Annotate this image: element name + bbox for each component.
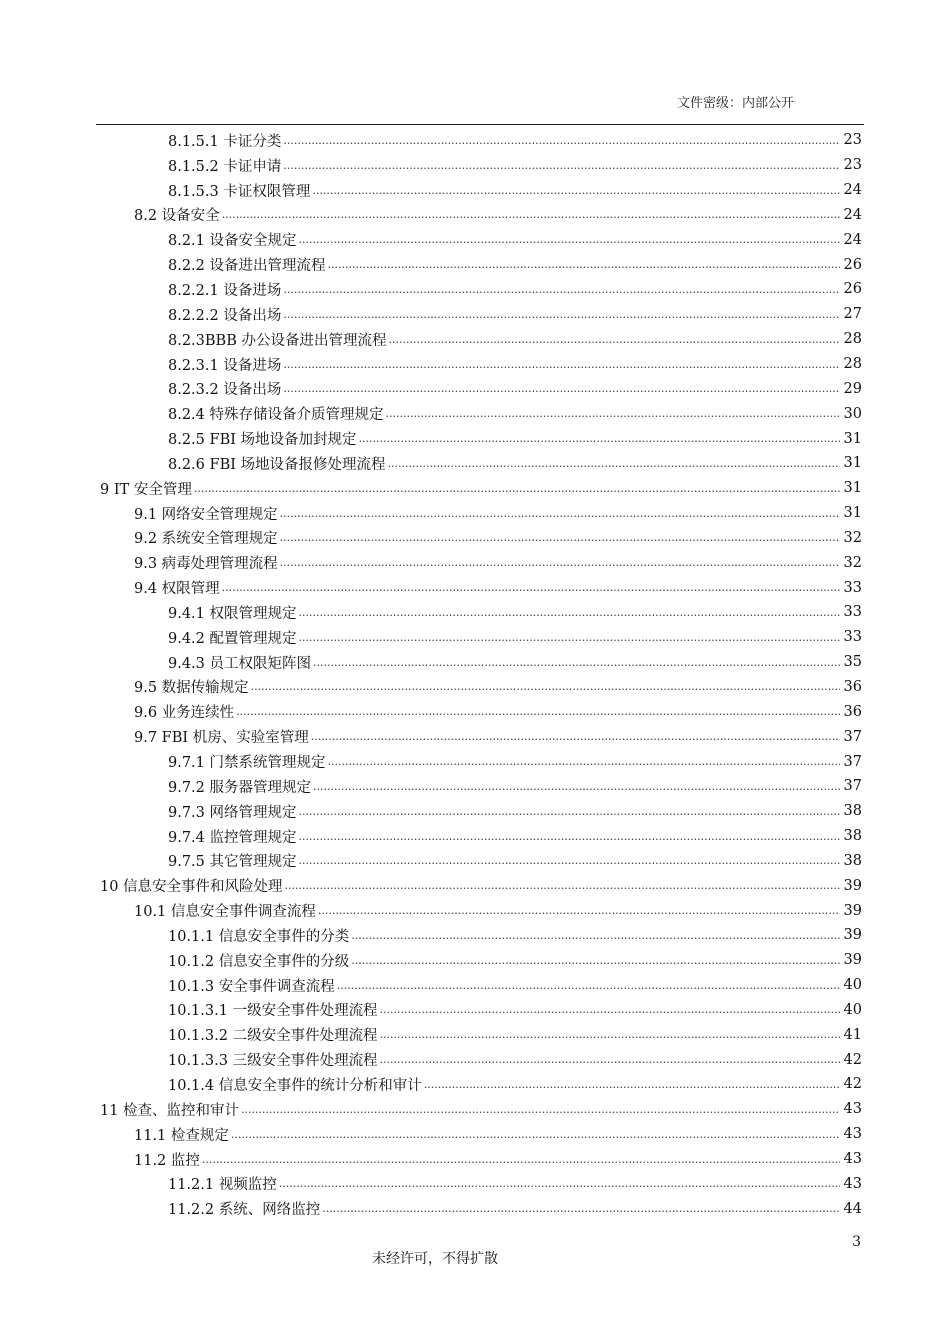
toc-entry[interactable] [100, 600, 862, 625]
toc-entry[interactable] [100, 501, 862, 526]
toc-dot-leader [322, 1203, 839, 1214]
toc-dot-leader [337, 980, 840, 991]
toc-entry-title[interactable]: 8.2 设备安全 [134, 208, 220, 225]
toc-entry-title[interactable]: 9.7.2 服务器管理规定 [168, 779, 312, 796]
toc-dot-leader [388, 334, 839, 345]
toc-entry-title[interactable]: 10 信息安全事件和风险处理 [100, 879, 283, 896]
toc-entry[interactable] [100, 873, 862, 898]
toc-dot-leader [202, 1154, 840, 1165]
toc-entry[interactable] [100, 998, 862, 1023]
toc-dot-leader [280, 557, 840, 568]
document-classification: 文件密级：内部公开 [676, 96, 794, 111]
toc-entry-title[interactable]: 10.1 信息安全事件调查流程 [134, 904, 316, 921]
toc-entry-page[interactable]: 35 [843, 654, 862, 671]
toc-entry-title[interactable]: 9.4 权限管理 [134, 581, 220, 598]
toc-entry[interactable] [100, 699, 862, 724]
toc-entry-title[interactable]: 9.1 网络安全管理规定 [134, 506, 278, 523]
toc-entry-page[interactable]: 26 [843, 256, 862, 273]
toc-dot-leader [388, 458, 840, 469]
toc-entry-page[interactable]: 40 [843, 1001, 862, 1018]
toc-entry-page[interactable]: 32 [843, 529, 862, 546]
toc-dot-leader [194, 483, 840, 494]
toc-entry-title[interactable]: 9 IT 安全管理 [100, 481, 192, 498]
toc-entry-page[interactable]: 31 [843, 455, 862, 472]
toc-entry-title[interactable]: 9.6 业务连续性 [134, 705, 235, 722]
toc-dot-leader [283, 359, 839, 370]
toc-entry-title[interactable]: 8.2.3.2 设备出场 [168, 382, 282, 399]
toc-entry-page[interactable]: 37 [843, 778, 862, 795]
toc-entry-page[interactable]: 29 [843, 380, 862, 397]
toc-entry-page[interactable]: 39 [843, 952, 862, 969]
toc-entry[interactable] [100, 550, 862, 575]
toc-dot-leader [380, 1054, 840, 1065]
toc-dot-leader [312, 185, 839, 196]
toc-entry-title[interactable]: 8.2.5 FBI 场地设备加封规定 [168, 432, 357, 449]
toc-entry-page[interactable]: 31 [843, 505, 862, 522]
toc-entry[interactable] [100, 1072, 862, 1097]
toc-dot-leader [283, 135, 839, 146]
toc-entry[interactable] [100, 923, 862, 948]
toc-entry-title[interactable]: 9.7.5 其它管理规定 [168, 854, 297, 871]
toc-dot-leader [283, 309, 839, 320]
toc-entry[interactable] [100, 799, 862, 824]
toc-entry[interactable] [100, 1022, 862, 1047]
toc-entry[interactable] [100, 948, 862, 973]
toc-dot-leader [311, 731, 840, 742]
toc-entry-page[interactable]: 40 [843, 977, 862, 994]
toc-dot-leader [299, 855, 840, 866]
toc-entry-page[interactable]: 24 [843, 182, 862, 199]
toc-entry[interactable] [100, 302, 862, 327]
toc-entry[interactable] [100, 575, 862, 600]
toc-entry[interactable] [100, 401, 862, 426]
toc-entry[interactable] [100, 650, 862, 675]
toc-entry-title[interactable]: 8.1.5.3 卡证权限管理 [168, 183, 311, 200]
toc-entry-page[interactable]: 36 [843, 678, 862, 695]
toc-entry-page[interactable]: 24 [843, 206, 862, 223]
toc-entry-page[interactable]: 39 [843, 877, 862, 894]
toc-dot-leader [328, 259, 840, 270]
toc-entry-title[interactable]: 9.7.3 网络管理规定 [168, 804, 297, 821]
toc-entry[interactable] [100, 277, 862, 302]
toc-entry-title[interactable]: 8.2.1 设备安全规定 [168, 233, 297, 250]
toc-entry[interactable] [100, 128, 862, 153]
toc-entry-page[interactable]: 38 [843, 828, 862, 845]
toc-dot-leader [359, 433, 840, 444]
toc-entry-page[interactable]: 27 [843, 306, 862, 323]
toc-entry-page[interactable]: 33 [843, 579, 862, 596]
toc-entry-page[interactable]: 39 [843, 927, 862, 944]
toc-entry[interactable] [100, 973, 862, 998]
toc-entry-title[interactable]: 10.1.3 安全事件调查流程 [168, 978, 335, 995]
toc-entry-page[interactable]: 39 [843, 902, 862, 919]
toc-dot-leader [251, 681, 840, 692]
toc-entry-title[interactable]: 11.1 检查规定 [134, 1127, 229, 1144]
toc-entry[interactable] [100, 203, 862, 228]
toc-entry-title[interactable]: 9.4.1 权限管理规定 [168, 605, 297, 622]
toc-entry-page[interactable]: 23 [843, 157, 862, 174]
toc-entry-page[interactable]: 43 [843, 1126, 862, 1143]
toc-entry-title[interactable]: 8.2.3.1 设备进场 [168, 357, 282, 374]
toc-entry[interactable] [100, 749, 862, 774]
toc-entry-title[interactable]: 8.2.6 FBI 场地设备报修处理流程 [168, 456, 386, 473]
toc-entry[interactable] [100, 352, 862, 377]
toc-entry-title[interactable]: 10.1.2 信息安全事件的分级 [168, 953, 350, 970]
toc-dot-leader [386, 408, 840, 419]
toc-entry-title[interactable]: 9.7 FBI 机房、实验室管理 [134, 730, 309, 747]
toc-dot-leader [280, 532, 840, 543]
toc-entry-page[interactable]: 37 [843, 728, 862, 745]
toc-entry-page[interactable]: 24 [843, 231, 862, 248]
toc-entry[interactable] [100, 675, 862, 700]
toc-entry[interactable] [100, 1171, 862, 1196]
toc-entry-page[interactable]: 43 [843, 1151, 862, 1168]
toc-entry-page[interactable]: 44 [843, 1200, 862, 1217]
toc-dot-leader [241, 1104, 839, 1115]
toc-entry[interactable] [100, 476, 862, 501]
toc-dot-leader [299, 632, 840, 643]
toc-dot-leader [285, 880, 840, 891]
toc-entry[interactable] [100, 426, 862, 451]
toc-entry-title[interactable]: 9.2 系统安全管理规定 [134, 531, 278, 548]
footer-notice: 未经许可，不得扩散 [372, 1251, 498, 1267]
toc-entry[interactable] [100, 178, 862, 203]
toc-entry[interactable] [100, 1147, 862, 1172]
toc-dot-leader [328, 756, 840, 767]
toc-entry[interactable] [100, 376, 862, 401]
toc-entry[interactable] [100, 1047, 862, 1072]
toc-entry-title[interactable]: 9.7.4 监控管理规定 [168, 829, 297, 846]
header-divider [96, 124, 864, 125]
toc-entry-page[interactable]: 42 [843, 1076, 862, 1093]
toc-dot-leader [380, 1029, 840, 1040]
table-of-contents [100, 128, 862, 1221]
toc-entry-title[interactable]: 8.2.3BBB 办公设备进出管理流程 [168, 332, 387, 349]
toc-entry-title[interactable]: 9.7.1 门禁系统管理规定 [168, 755, 326, 772]
toc-entry-title[interactable]: 10.1.4 信息安全事件的统计分析和审计 [168, 1077, 422, 1094]
toc-dot-leader [236, 706, 839, 717]
toc-dot-leader [299, 831, 840, 842]
toc-entry-page[interactable]: 43 [843, 1175, 862, 1192]
toc-entry-title[interactable]: 10.1.3.3 三级安全事件处理流程 [168, 1053, 378, 1070]
toc-entry[interactable] [100, 153, 862, 178]
toc-entry-page[interactable]: 32 [843, 554, 862, 571]
toc-entry-title[interactable]: 8.2.2.2 设备出场 [168, 307, 282, 324]
toc-entry-title[interactable]: 9.4.3 员工权限矩阵图 [168, 655, 312, 672]
toc-dot-leader [313, 657, 840, 668]
toc-entry[interactable] [100, 526, 862, 551]
toc-entry-title[interactable]: 8.1.5.1 卡证分类 [168, 133, 282, 150]
toc-entry[interactable] [100, 848, 862, 873]
toc-dot-leader [279, 1178, 840, 1189]
toc-entry-page[interactable]: 38 [843, 803, 862, 820]
toc-entry-page[interactable]: 41 [843, 1026, 862, 1043]
toc-dot-leader [351, 930, 839, 941]
toc-entry-page[interactable]: 38 [843, 852, 862, 869]
toc-dot-leader [313, 781, 840, 792]
toc-entry[interactable] [100, 1122, 862, 1147]
toc-entry-title[interactable]: 10.1.3.1 一级安全事件处理流程 [168, 1003, 378, 1020]
toc-entry[interactable] [100, 724, 862, 749]
toc-entry-page[interactable]: 37 [843, 753, 862, 770]
toc-entry-page[interactable]: 28 [843, 331, 862, 348]
toc-entry-title[interactable]: 8.2.4 特殊存储设备介质管理规定 [168, 407, 384, 424]
toc-entry-title[interactable]: 8.1.5.2 卡证申请 [168, 158, 282, 175]
toc-entry-title[interactable]: 10.1.1 信息安全事件的分类 [168, 928, 350, 945]
toc-entry-page[interactable]: 26 [843, 281, 862, 298]
toc-entry[interactable] [100, 625, 862, 650]
toc-entry-title[interactable]: 9.3 病毒处理管理流程 [134, 556, 278, 573]
toc-dot-leader [299, 806, 840, 817]
toc-entry[interactable] [100, 824, 862, 849]
toc-entry[interactable] [100, 1097, 862, 1122]
toc-dot-leader [283, 160, 839, 171]
toc-dot-leader [351, 955, 839, 966]
toc-dot-leader [380, 1004, 840, 1015]
toc-entry-page[interactable]: 42 [843, 1051, 862, 1068]
toc-entry[interactable] [100, 898, 862, 923]
toc-entry-title[interactable]: 10.1.3.2 二级安全事件处理流程 [168, 1028, 378, 1045]
toc-dot-leader [318, 905, 840, 916]
toc-entry[interactable] [100, 1196, 862, 1221]
toc-dot-leader [424, 1079, 840, 1090]
toc-entry-title[interactable]: 8.2.2 设备进出管理流程 [168, 258, 326, 275]
toc-dot-leader [299, 234, 840, 245]
toc-dot-leader [222, 582, 840, 593]
toc-entry-page[interactable]: 28 [843, 356, 862, 373]
toc-dot-leader [231, 1129, 840, 1140]
toc-entry-title[interactable]: 11.2 监控 [134, 1152, 200, 1169]
toc-entry[interactable] [100, 252, 862, 277]
toc-dot-leader [283, 284, 839, 295]
toc-entry-title[interactable]: 11 检查、监控和审计 [100, 1102, 240, 1119]
toc-dot-leader [299, 607, 840, 618]
toc-entry-page[interactable]: 36 [843, 703, 862, 720]
toc-entry[interactable] [100, 327, 862, 352]
toc-entry-page[interactable]: 33 [843, 604, 862, 621]
toc-entry[interactable] [100, 774, 862, 799]
toc-dot-leader [280, 508, 840, 519]
toc-entry-page[interactable]: 30 [843, 405, 862, 422]
toc-dot-leader [283, 383, 839, 394]
toc-dot-leader [222, 209, 840, 220]
toc-entry-title[interactable]: 9.5 数据传输规定 [134, 680, 249, 697]
toc-entry-page[interactable]: 33 [843, 629, 862, 646]
toc-entry-title[interactable]: 11.2.1 视频监控 [168, 1177, 277, 1194]
toc-entry[interactable] [100, 451, 862, 476]
toc-entry-page[interactable]: 43 [843, 1101, 862, 1118]
toc-entry-title[interactable]: 8.2.2.1 设备进场 [168, 282, 282, 299]
toc-entry-page[interactable]: 31 [843, 480, 862, 497]
toc-entry-title[interactable]: 11.2.2 系统、网络监控 [168, 1202, 321, 1219]
toc-entry[interactable] [100, 227, 862, 252]
toc-entry-title[interactable]: 9.4.2 配置管理规定 [168, 630, 297, 647]
toc-entry-page[interactable]: 23 [843, 132, 862, 149]
toc-entry-page[interactable]: 31 [843, 430, 862, 447]
page-number: 3 [852, 1234, 861, 1250]
